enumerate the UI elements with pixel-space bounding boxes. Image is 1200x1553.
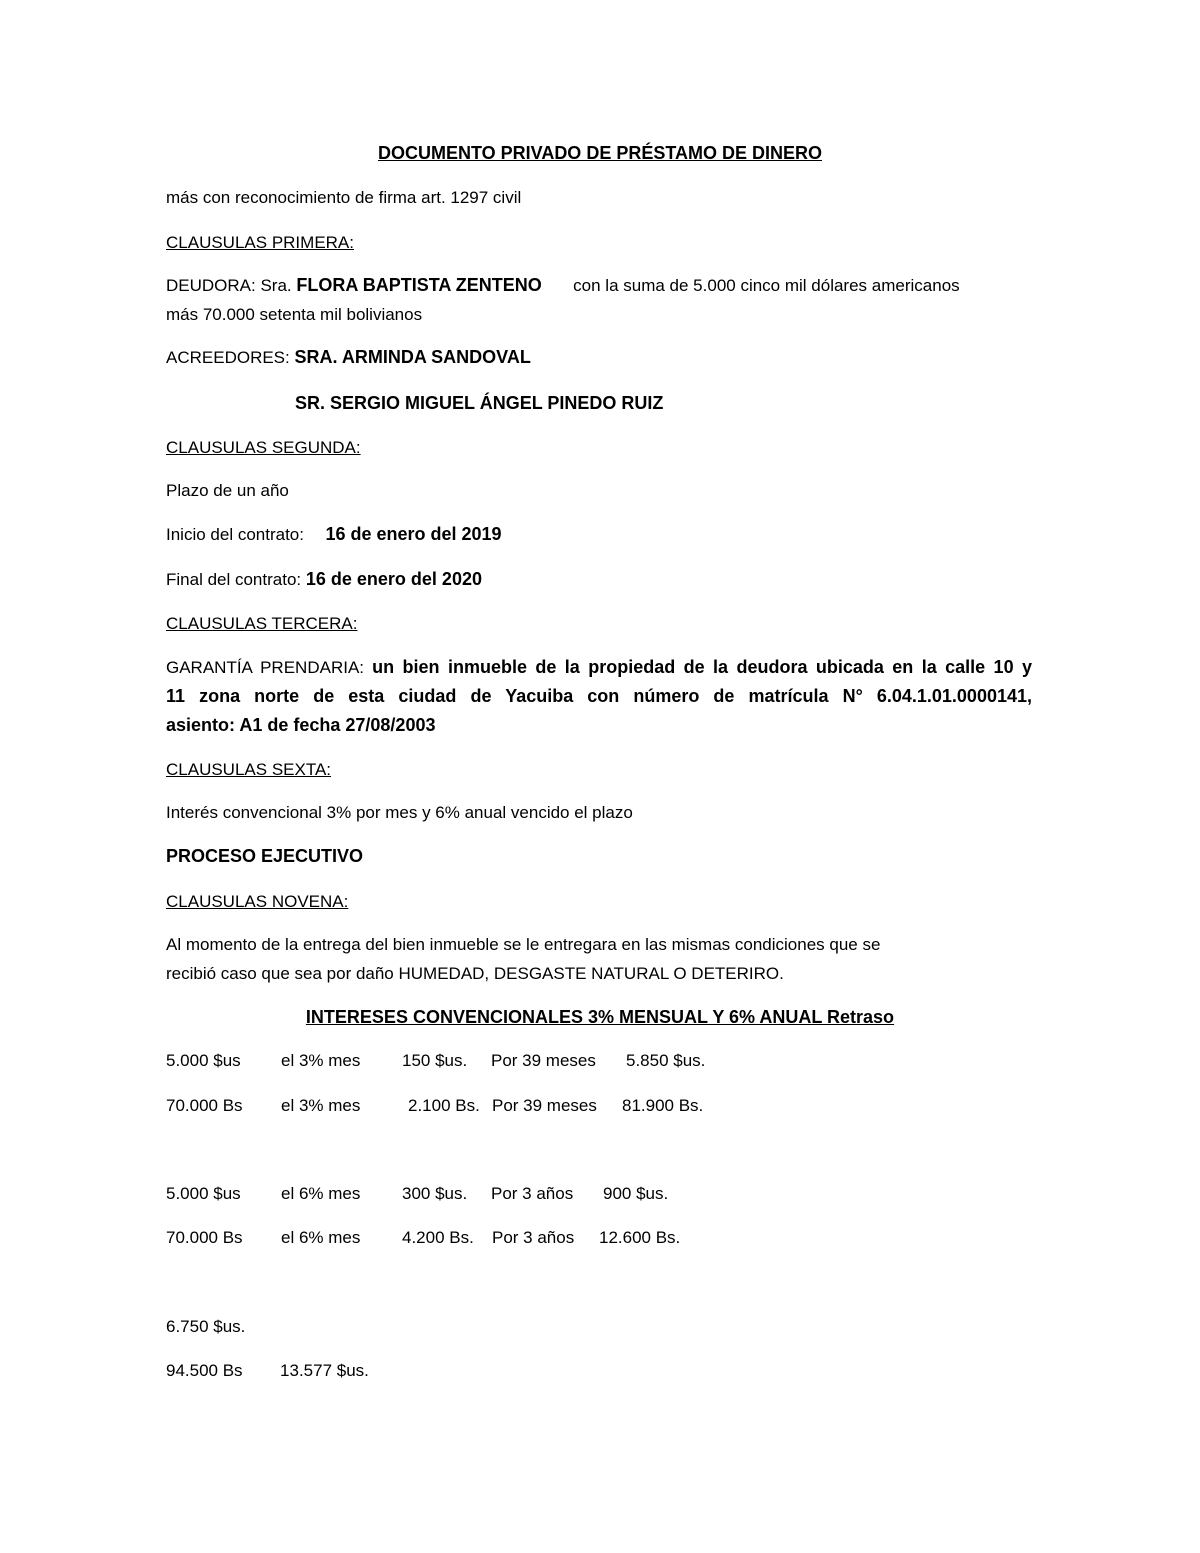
deudora-line (166, 274, 960, 297)
inicio-value: 16 de enero del 2019 (325, 524, 502, 544)
total-2-bs: 94.500 Bs (166, 1361, 243, 1380)
garantia-text-2: 11 zona norte de esta ciudad de Yacuiba con número de matrícula N° 6.04.1.01.0000141, (166, 686, 1032, 706)
clausula-novena-heading: CLAUSULAS NOVENA: (166, 892, 349, 911)
final-line (166, 568, 482, 591)
garantia-line-1 (166, 656, 1032, 679)
inicio-line (166, 523, 502, 546)
final-label: Final del contrato: (166, 570, 302, 589)
row-rate: el 6% mes (281, 1228, 361, 1247)
acreedor-1: SRA. ARMINDA SANDOVAL (294, 347, 531, 367)
row-interest: 2.100 Bs. (408, 1096, 480, 1115)
row-period: Por 39 meses (492, 1096, 597, 1115)
novena-text-1: Al momento de la entrega del bien inmueble se le entregara en las mismas condiciones que se (166, 935, 881, 954)
row-rate: el 3% mes (281, 1051, 361, 1070)
row-total: 5.850 $us. (626, 1051, 706, 1070)
row-amount: 5.000 $us (166, 1184, 241, 1203)
row-interest: 4.200 Bs. (402, 1228, 474, 1247)
document-subtitle: más con reconocimiento de firma art. 1297 civil (166, 188, 522, 207)
clausula-primera-heading: CLAUSULAS PRIMERA: (166, 233, 354, 252)
row-total: 900 $us. (603, 1184, 669, 1203)
interes-text: Interés convencional 3% por mes y 6% anual vencido el plazo (166, 803, 633, 822)
row-total: 12.600 Bs. (599, 1228, 681, 1247)
row-period: Por 39 meses (491, 1051, 596, 1070)
row-interest: 300 $us. (402, 1184, 468, 1203)
row-period: Por 3 años (492, 1228, 575, 1247)
row-amount: 70.000 Bs (166, 1228, 243, 1247)
row-interest: 150 $us. (402, 1051, 468, 1070)
proceso-ejecutivo: PROCESO EJECUTIVO (166, 846, 364, 866)
row-amount: 5.000 $us (166, 1051, 241, 1070)
final-value: 16 de enero del 2020 (305, 569, 482, 589)
row-amount: 70.000 Bs (166, 1096, 243, 1115)
deudora-label: DEUDORA: Sra. (166, 276, 292, 295)
row-total: 81.900 Bs. (622, 1096, 704, 1115)
document-title: DOCUMENTO PRIVADO DE PRÉSTAMO DE DINERO (377, 143, 823, 163)
acreedores-label: ACREEDORES: (166, 348, 290, 367)
deudora-amount-2: más 70.000 setenta mil bolivianos (166, 305, 423, 324)
row-period: Por 3 años (491, 1184, 574, 1203)
deudora-name: FLORA BAPTISTA ZENTENO (296, 275, 542, 295)
clausula-sexta-heading: CLAUSULAS SEXTA: (166, 760, 332, 779)
intereses-title: INTERESES CONVENCIONALES 3% MENSUAL Y 6% ANUAL Retraso (305, 1007, 895, 1027)
total-1: 6.750 $us. (166, 1317, 246, 1336)
garantia-text-3: asiento: A1 de fecha 27/08/2003 (166, 715, 436, 735)
acreedor-2: SR. SERGIO MIGUEL ÁNGEL PINEDO RUIZ (295, 393, 664, 413)
total-2 (166, 1360, 369, 1382)
inicio-label: Inicio del contrato: (166, 525, 304, 544)
garantia-label: GARANTÍA PRENDARIA: (166, 658, 365, 677)
row-rate: el 3% mes (281, 1096, 361, 1115)
clausula-tercera-heading: CLAUSULAS TERCERA: (166, 614, 358, 633)
total-2-usd: 13.577 $us. (280, 1361, 369, 1380)
plazo-text: Plazo de un año (166, 481, 289, 500)
acreedores-line (166, 346, 531, 369)
deudora-amount: con la suma de 5.000 cinco mil dólares americanos (573, 276, 960, 295)
garantia-text-1: un bien inmueble de la propiedad de la deudora ubicada en la calle 10 y (372, 657, 1032, 677)
novena-text-2: recibió caso que sea por daño HUMEDAD, DESGASTE NATURAL O DETERIRO. (166, 964, 784, 983)
row-rate: el 6% mes (281, 1184, 361, 1203)
clausula-segunda-heading: CLAUSULAS SEGUNDA: (166, 438, 361, 457)
